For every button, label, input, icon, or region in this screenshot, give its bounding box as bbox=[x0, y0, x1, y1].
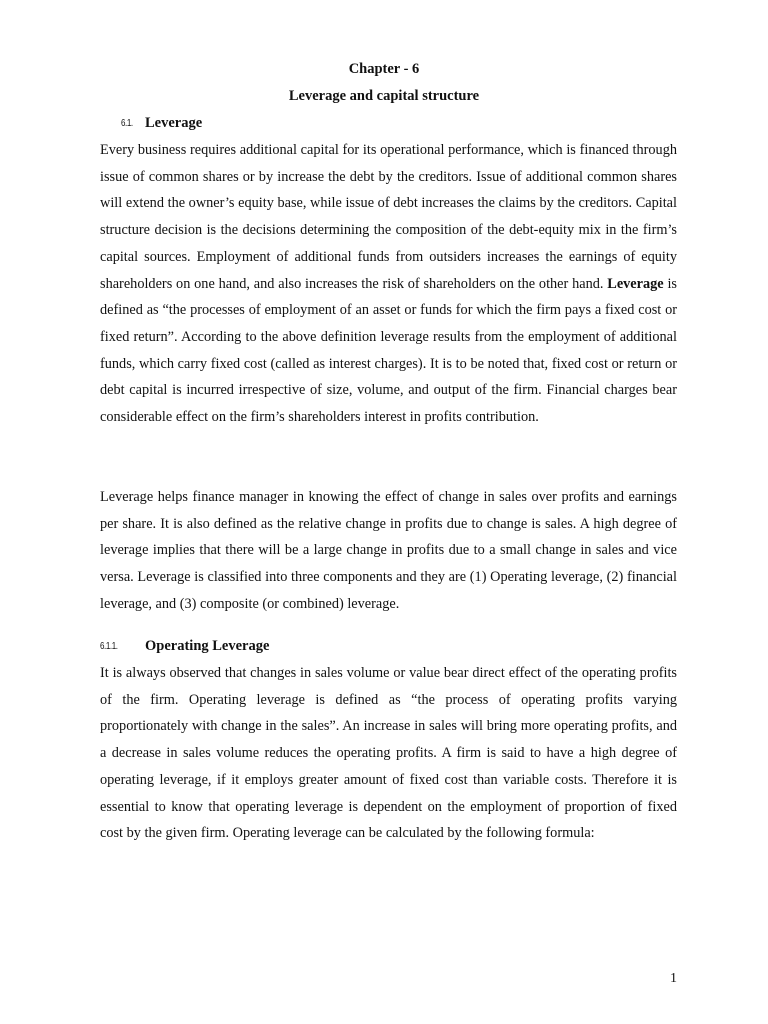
page-number: 1 bbox=[670, 971, 677, 986]
chapter-label: Chapter - 6 bbox=[348, 61, 420, 77]
section-number: 6.1. bbox=[121, 118, 133, 129]
section-heading bbox=[121, 115, 202, 132]
section-paragraph-1 bbox=[100, 137, 677, 431]
paragraph-1-part-2: is defined as “the processes of employment of an asset or funds for which the firm pays a fixed cost or fixed return”. According to the above definition leverage results from the employment of additional funds, which carry fixed cost (called as interest charges). It is to be noted that, fixed cost or return or debt capital is incurred irrespective of size, volume, and output of the firm. Financial charges bear considerable effect on the firm’s shareholders interest in profits contribution. bbox=[100, 275, 677, 426]
subsection-number: 6.1.1. bbox=[100, 641, 118, 652]
chapter-title: Leverage and capital structure bbox=[288, 88, 480, 104]
subsection-heading bbox=[100, 638, 269, 655]
leverage-bold-term: Leverage bbox=[607, 275, 664, 292]
subsection-title: Operating Leverage bbox=[145, 638, 270, 654]
section-paragraph-2: Leverage helps finance manager in knowing the effect of change in sales over profits and earnings per share. It is also defined as the relative change in profits due to change is sales. A high degree of leverage implies that there will be a large change in profits due to a small change in sales and vice versa. Leverage is classified into three components and they are (1) Operating leverage, (2) financial leverage, and (3) composite (or combined) leverage. bbox=[100, 489, 677, 612]
subsection-paragraph: It is always observed that changes in sales volume or value bear direct effect of the operating profits of the firm. Operating leverage is defined as “the process of operating profits varying proportionately with change in the sales”. An increase in sales will bring more operating profits, and a decrease in sales volume reduces the operating profits. A firm is said to have a high degree of operating leverage, if it employs greater amount of fixed cost than variable costs. Therefore it is essential to know that operating leverage is dependent on the employment of proportion of fixed cost by the given firm. Operating leverage can be calculated by the following formula: bbox=[100, 665, 677, 842]
paragraph-1-part-1: Every business requires additional capital for its operational performance, which is financed through issue of common shares or by increase the debt by the creditors. Issue of additional common shares will extend the owner’s equity base, while issue of debt increases the claims by the creditors. Capital structure decision is the decisions determining the composition of the debt-equity mix in the firm’s capital sources. Employment of additional funds from outsiders increases the earnings of equity shareholders on one hand, and also increases the risk of shareholders on the other hand. bbox=[100, 142, 677, 292]
section-title: Leverage bbox=[145, 115, 203, 131]
